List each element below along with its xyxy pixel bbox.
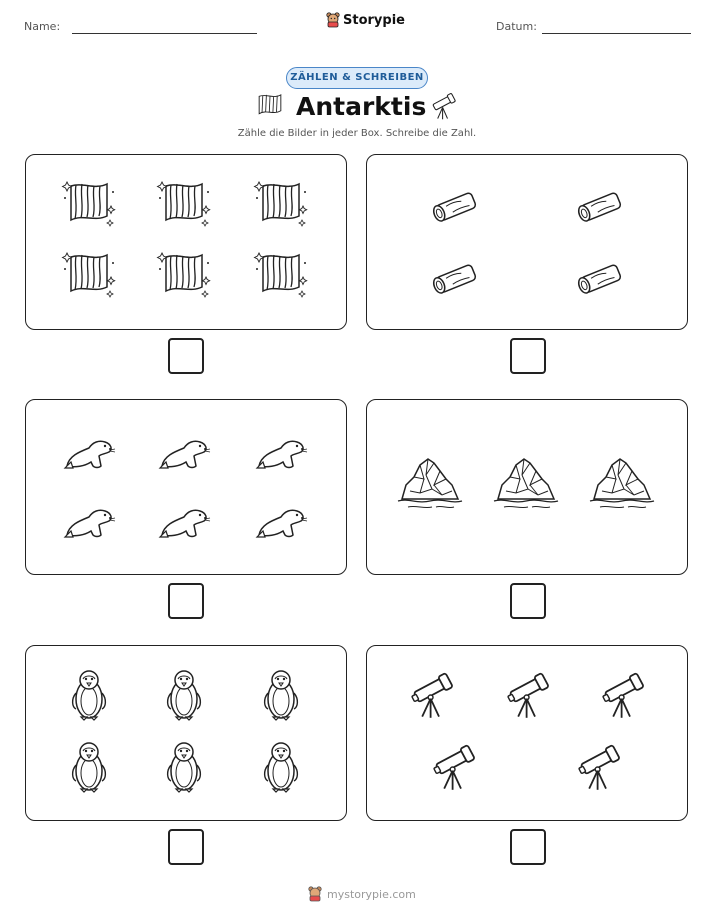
telescope-icon [409, 671, 457, 719]
brand-logo [326, 12, 405, 28]
aurora-icon [156, 176, 212, 232]
log-icon [427, 187, 483, 227]
telescope-icon [505, 671, 553, 719]
answer-box-4[interactable] [510, 583, 546, 619]
log-icon [572, 187, 628, 227]
log-icon [572, 259, 628, 299]
counting-box-2 [366, 154, 688, 330]
penguin-icon [69, 667, 109, 723]
aurora-icon [156, 247, 212, 303]
aurora-icon [253, 247, 309, 303]
bear-icon [326, 12, 340, 28]
penguin-icon [261, 739, 301, 795]
answer-box-1[interactable] [168, 338, 204, 374]
penguin-icon [261, 667, 301, 723]
penguin-icon [164, 739, 204, 795]
iceberg-icon [588, 455, 656, 513]
seal-icon [253, 501, 309, 543]
seal-icon [156, 501, 212, 543]
date-label: Datum: [496, 20, 537, 33]
name-line[interactable] [72, 33, 257, 34]
penguin-icon [69, 739, 109, 795]
telescope-icon [430, 92, 458, 120]
seal-icon [253, 432, 309, 474]
aurora-icon [256, 92, 284, 118]
category-badge: ZÄHLEN & SCHREIBEN [286, 67, 428, 89]
seal-icon [61, 501, 117, 543]
iceberg-icon [396, 455, 464, 513]
log-icon [427, 259, 483, 299]
counting-box-3 [25, 399, 347, 575]
bear-icon [307, 886, 323, 902]
answer-box-3[interactable] [168, 583, 204, 619]
telescope-icon [576, 743, 624, 791]
footer-url: mystorypie.com [327, 887, 416, 901]
brand-name: Storypie [343, 12, 405, 28]
aurora-icon [61, 176, 117, 232]
seal-icon [156, 432, 212, 474]
instruction-text: Zähle die Bilder in jeder Box. Schreibe die Zahl. [237, 128, 477, 139]
telescope-icon [431, 743, 479, 791]
footer [307, 886, 416, 902]
date-line[interactable] [542, 33, 691, 34]
aurora-icon [61, 247, 117, 303]
telescope-icon [600, 671, 648, 719]
answer-box-6[interactable] [510, 829, 546, 865]
penguin-icon [164, 667, 204, 723]
seal-icon [61, 432, 117, 474]
aurora-icon [253, 176, 309, 232]
iceberg-icon [492, 455, 560, 513]
page-title: Antarktis [296, 92, 427, 121]
answer-box-5[interactable] [168, 829, 204, 865]
name-label: Name: [24, 20, 61, 33]
answer-box-2[interactable] [510, 338, 546, 374]
